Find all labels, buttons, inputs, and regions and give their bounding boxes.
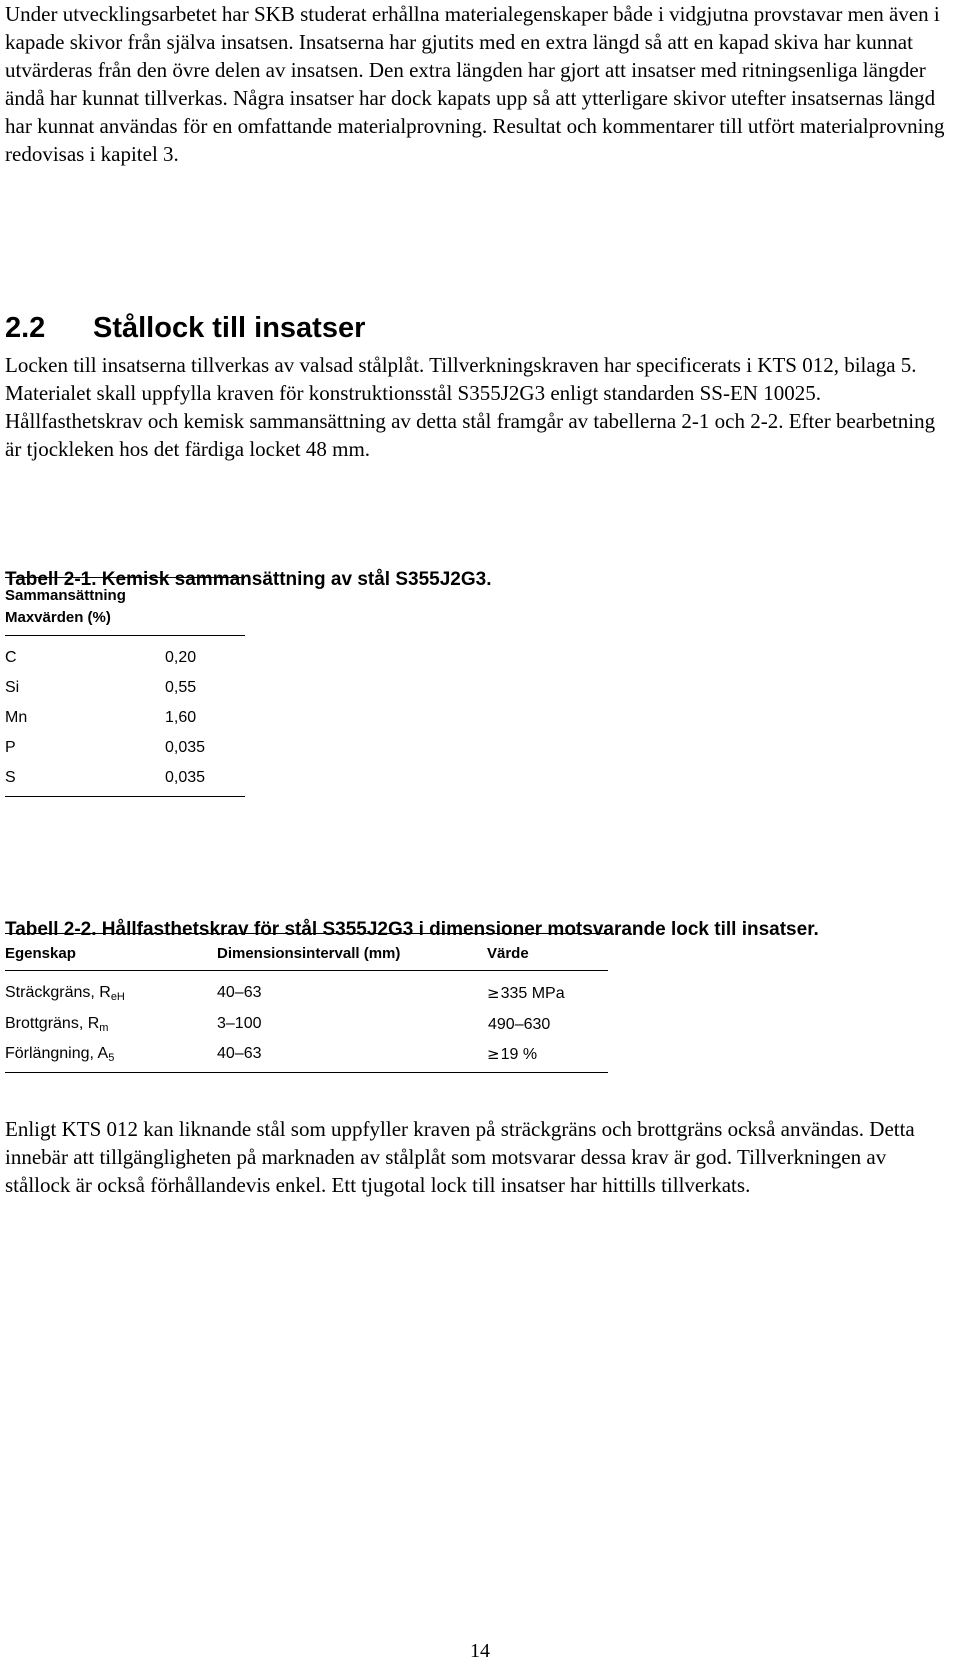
table1-element: P [5, 739, 16, 756]
table1-value: 0,035 [165, 769, 206, 786]
table1-value: 0,55 [165, 679, 197, 696]
table2-value [487, 983, 565, 1004]
table2-property [5, 1044, 114, 1064]
table2-value-text: 335 MPa [500, 985, 565, 1002]
table2-value [487, 1014, 550, 1035]
greater-equal-symbol: ≥ [487, 1045, 500, 1063]
table1-element: S [5, 769, 16, 786]
page-number: 14 [470, 1640, 490, 1662]
table2-value-text: 19 % [500, 1046, 538, 1063]
table1-element: Si [5, 679, 20, 696]
table1-value: 0,035 [165, 739, 206, 756]
section-heading [5, 312, 365, 345]
table2-property-subscript: m [99, 1022, 109, 1034]
table1-caption: Tabell 2-1. Kemisk sammansättning av stål S355J2G3. [5, 569, 492, 590]
table2-header-value: Värde [487, 945, 529, 962]
table1-top-rule [5, 577, 245, 578]
table2-range: 40–63 [217, 984, 262, 1001]
table2-property-text: Förlängning, A [5, 1045, 109, 1062]
table2-range: 40–63 [217, 1045, 262, 1062]
table1-value: 1,60 [165, 709, 197, 726]
section-number: 2.2 [5, 312, 46, 344]
table2-top-rule [5, 933, 608, 934]
table1-bottom-rule [5, 796, 245, 797]
table2-value-text: 490–630 [488, 1016, 551, 1033]
table1-header-line1: Sammansättning [5, 587, 126, 604]
table1-element: C [5, 649, 17, 666]
table1-header-line2: Maxvärden (%) [5, 609, 111, 626]
paragraph-closing: Enligt KTS 012 kan liknande stål som uppfyller kraven på sträckgräns och brottgräns också användas. Detta innebär att tillgängligheten på marknaden av stålplåt som motsvarar dessa krav är god. Tillverkningen av stållock är också förhållandevis enkel. Ett tjugotal lock till insatser har hittills tillverkats. [5, 1117, 915, 1197]
greater-equal-symbol: ≥ [487, 984, 500, 1002]
paragraph-lid: Locken till insatserna tillverkas av valsad stålplåt. Tillverkningskraven har specificerats i KTS 012, bilaga 5. Materialet skall uppfylla kraven för konstruktionsstål S355J2G3 enligt standarden SS-EN 10025. Hållfasthetskrav och kemisk sammansättning av detta stål framgår av tabellerna 2-1 och 2-2. Efter bearbetning är tjockleken hos det färdiga locket 48 mm. [5, 353, 936, 461]
table2-property [5, 1014, 108, 1034]
table2-header-range: Dimensionsintervall (mm) [217, 945, 401, 962]
table2-range: 3–100 [217, 1015, 262, 1032]
table2-property [5, 983, 125, 1003]
table2-property-text: Brottgräns, R [5, 1015, 100, 1032]
table2-property-subscript: 5 [108, 1052, 115, 1064]
paragraph-intro: Under utvecklingsarbetet har SKB studerat erhållna materialegenskaper både i vidgjutna provstavar men även i kapade skivor från själva insatsen. Insatserna har gjutits med en extra längd så att en kapad skiva har kunnat utvärderas från den övre delen av insatsen. Den extra längden har gjort att insatser med ritningsenliga längder ändå har kunnat tillverkas. Några insatser har dock kapats upp så att ytterligare skivor utefter insatsernas längd har kunnat användas för en omfattande materialprovning. Resultat och kommentarer till utfört materialprovning redovisas i kapitel 3. [5, 2, 945, 166]
table1-header-rule [5, 635, 245, 636]
table2-bottom-rule [5, 1072, 608, 1073]
table2-property-text: Sträckgräns, R [5, 984, 111, 1001]
table2-property-subscript: eH [110, 991, 125, 1003]
section-title: Stållock till insatser [93, 312, 366, 344]
table2-value [487, 1044, 537, 1065]
table2-header-rule [5, 970, 608, 971]
table2-caption: Tabell 2-2. Hållfasthetskrav för stål S355J2G3 i dimensioner motsvarande lock till insatser. [5, 919, 819, 940]
table1-element: Mn [5, 709, 28, 726]
table1-value: 0,20 [165, 649, 197, 666]
table2-header-property: Egenskap [5, 945, 76, 962]
